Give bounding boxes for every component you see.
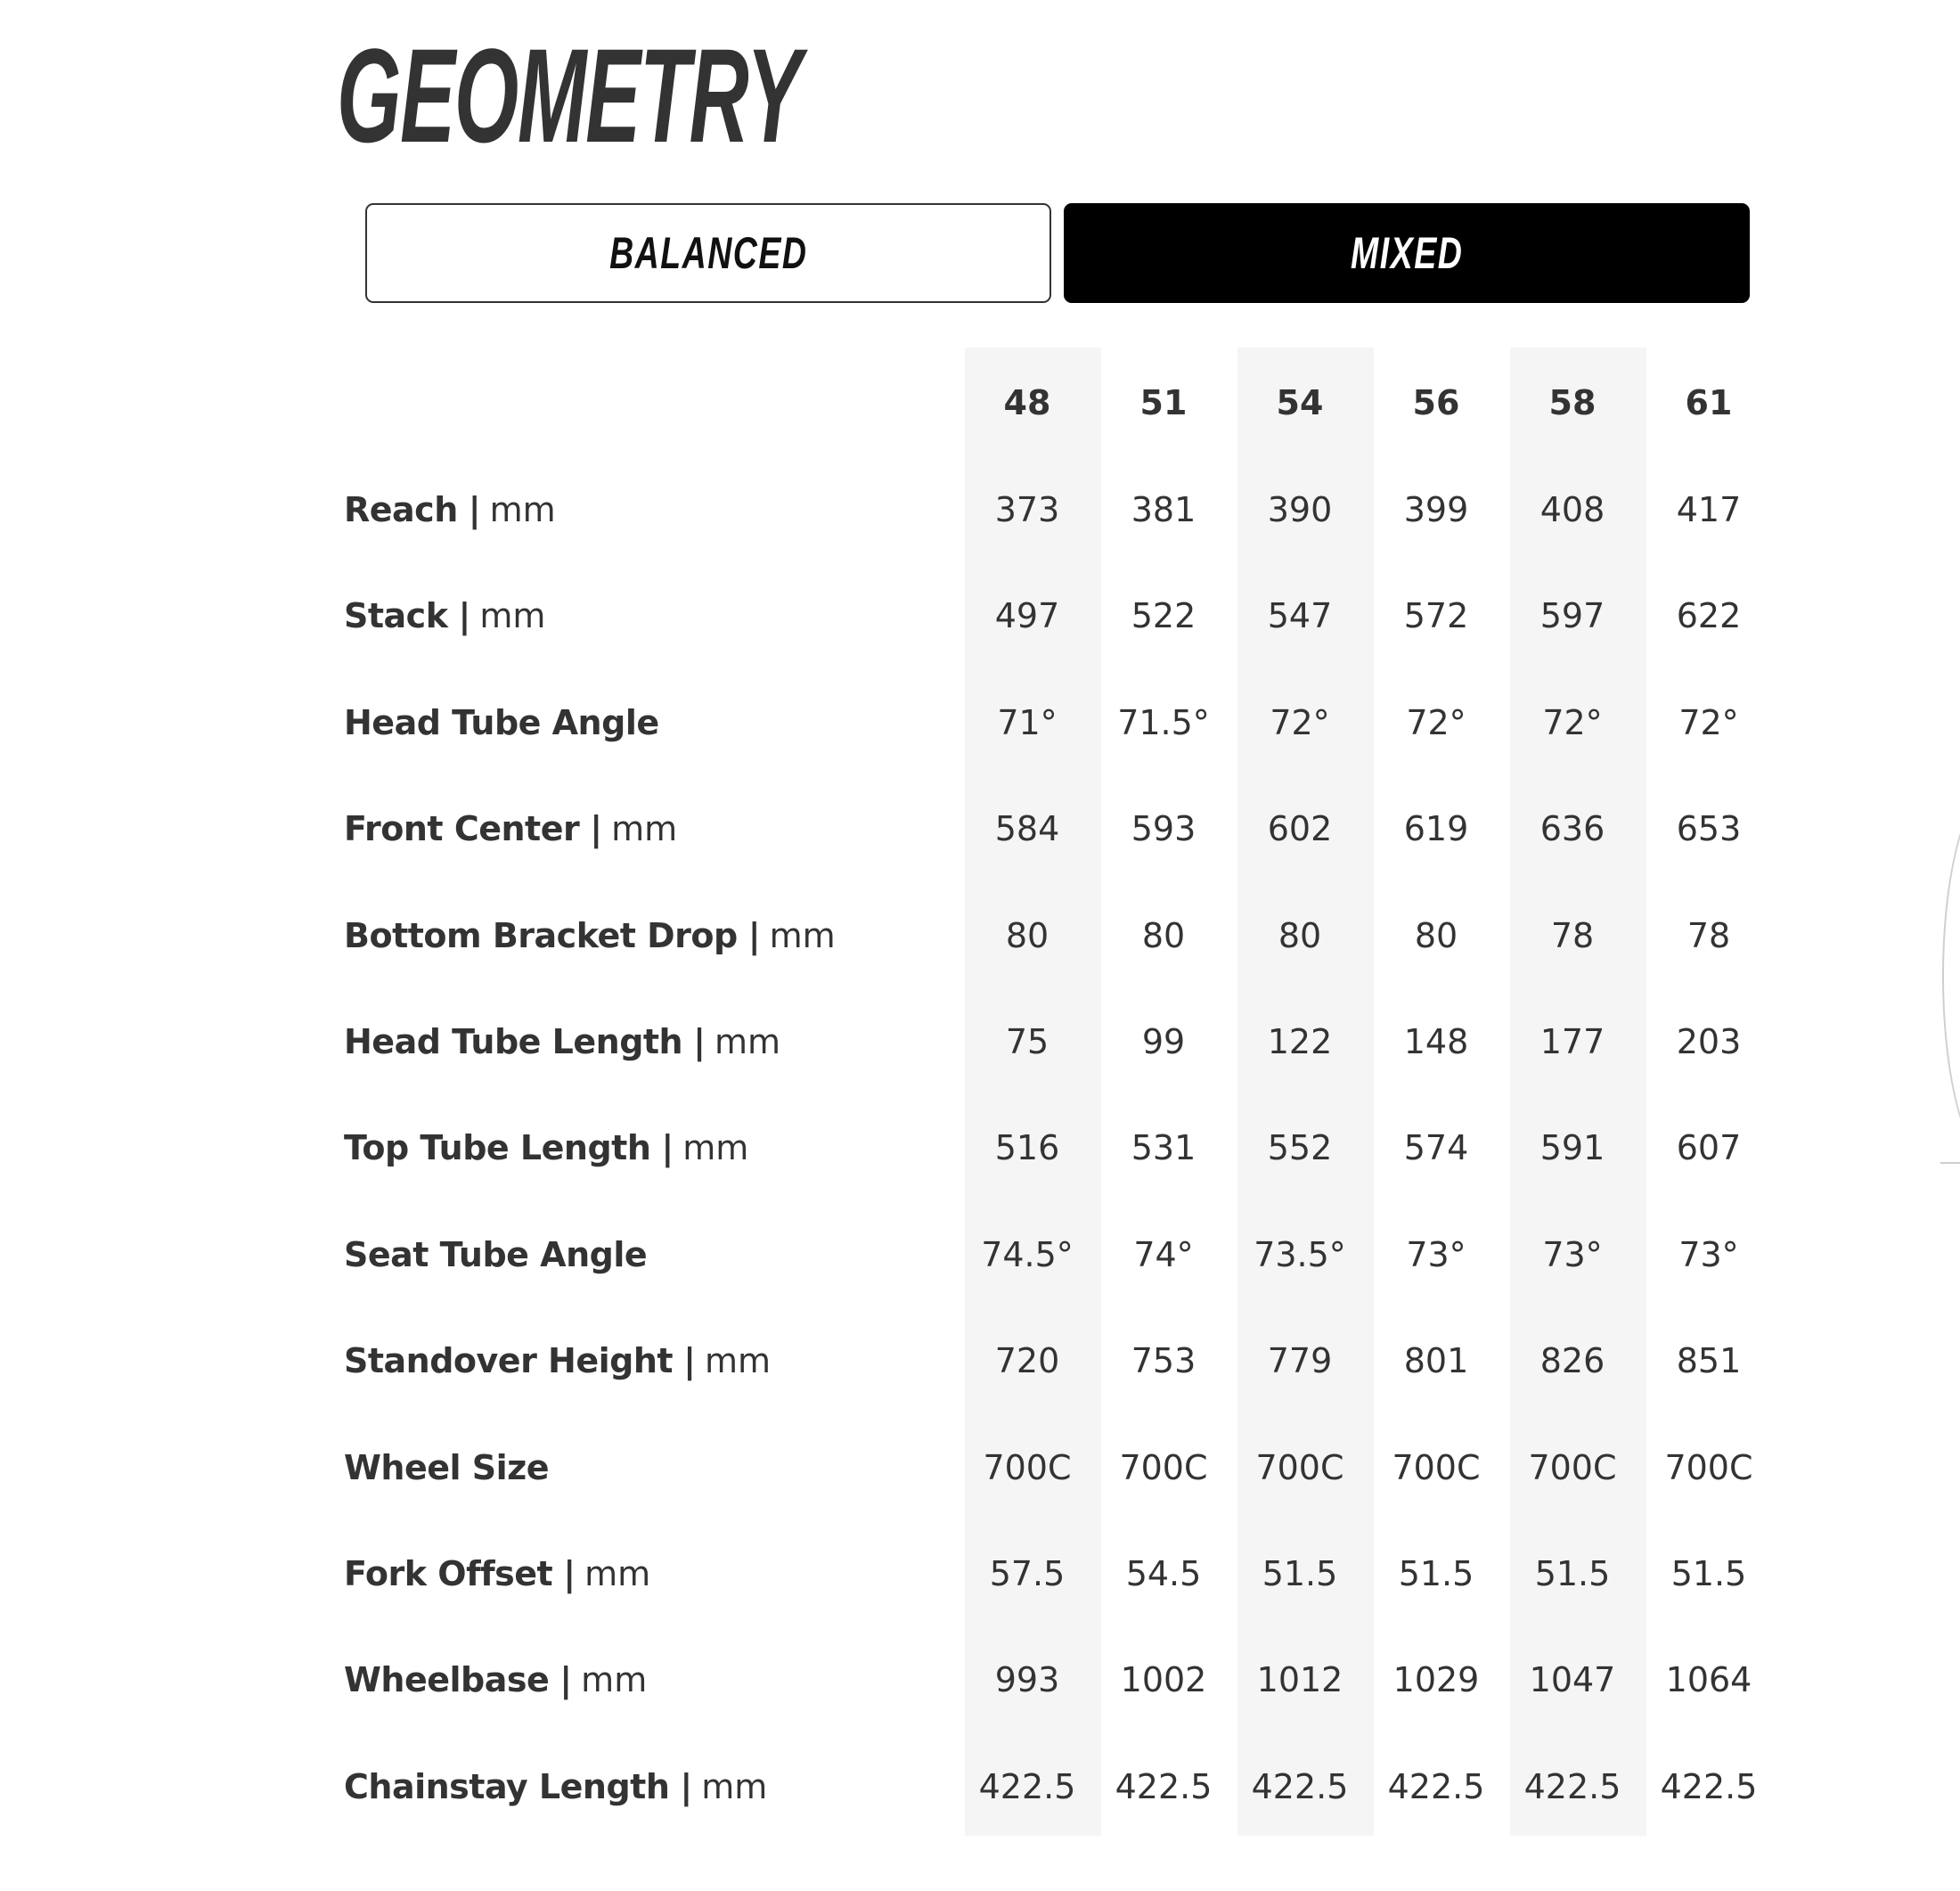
- table-cell-seat-tube-angle-56: 73°: [1406, 1234, 1466, 1274]
- table-cell-standover-height-51: 753: [1131, 1341, 1196, 1381]
- table-cell-reach-56: 399: [1403, 490, 1469, 529]
- table-row-front-center: [0, 775, 1960, 882]
- row-label-unit: [661, 1128, 748, 1167]
- table-cell-head-tube-length-58: 177: [1539, 1022, 1605, 1061]
- size-header-54: 54: [1276, 383, 1324, 422]
- unit-separator: |: [563, 1554, 576, 1593]
- table-cell-wheelbase-61: 1064: [1665, 1660, 1752, 1700]
- row-label-name: Chainstay Length: [344, 1766, 670, 1806]
- table-cell-chainstay-length-51: 422.5: [1115, 1766, 1213, 1806]
- table-cell-seat-tube-angle-58: 73°: [1542, 1234, 1603, 1274]
- row-label-name: Reach: [344, 490, 458, 529]
- table-row-reach: [0, 456, 1960, 563]
- table-cell-reach-58: 408: [1539, 490, 1605, 529]
- row-label-unit: [469, 490, 556, 529]
- table-cell-standover-height-58: 826: [1539, 1341, 1605, 1381]
- table-cell-bottom-bracket-drop-56: 80: [1414, 915, 1458, 955]
- unit-text: mm: [701, 1766, 768, 1806]
- table-cell-bottom-bracket-drop-54: 80: [1278, 915, 1322, 955]
- unit-separator: |: [747, 915, 761, 955]
- table-cell-stack-58: 597: [1539, 596, 1605, 636]
- table-cell-bottom-bracket-drop-61: 78: [1686, 915, 1731, 955]
- table-cell-head-tube-length-61: 203: [1676, 1022, 1742, 1061]
- row-label-name: Standover Height: [344, 1341, 674, 1381]
- row-label-unit: [563, 1554, 650, 1593]
- table-cell-fork-offset-51: 54.5: [1125, 1554, 1202, 1593]
- unit-text: mm: [769, 915, 836, 955]
- table-cell-top-tube-length-56: 574: [1403, 1128, 1469, 1168]
- size-header-51: 51: [1139, 383, 1188, 422]
- size-header-61: 61: [1685, 383, 1733, 422]
- table-cell-reach-54: 390: [1267, 490, 1333, 529]
- table-cell-front-center-48: 584: [994, 809, 1060, 849]
- row-label-unit: [693, 1022, 780, 1061]
- table-cell-wheel-size-58: 700C: [1528, 1447, 1617, 1487]
- table-cell-head-tube-length-56: 148: [1403, 1022, 1469, 1061]
- row-label-name: Seat Tube Angle: [344, 1234, 648, 1274]
- edge-decoration-line: [1940, 1162, 1960, 1164]
- table-cell-standover-height-48: 720: [994, 1341, 1060, 1381]
- table-cell-head-tube-length-48: 75: [1005, 1022, 1049, 1061]
- row-label-name: Wheel Size: [344, 1447, 550, 1487]
- row-label: [344, 775, 677, 882]
- table-cell-stack-56: 572: [1403, 596, 1469, 636]
- size-header-48: 48: [1003, 383, 1051, 422]
- table-cell-stack-48: 497: [994, 596, 1060, 636]
- table-cell-head-tube-angle-51: 71.5°: [1117, 702, 1210, 742]
- unit-separator: |: [458, 596, 471, 636]
- row-label: [344, 1307, 771, 1414]
- row-label: [344, 1414, 549, 1521]
- unit-text: mm: [581, 1660, 648, 1700]
- table-cell-head-tube-length-54: 122: [1267, 1022, 1333, 1061]
- row-label-name: Head Tube Angle: [344, 702, 659, 742]
- table-cell-reach-51: 381: [1131, 490, 1196, 529]
- row-label-name: Fork Offset: [344, 1554, 553, 1593]
- table-cell-wheelbase-56: 1029: [1392, 1660, 1480, 1700]
- unit-text: mm: [611, 809, 678, 849]
- table-cell-fork-offset-61: 51.5: [1670, 1554, 1747, 1593]
- table-cell-front-center-58: 636: [1539, 809, 1605, 849]
- table-cell-head-tube-angle-58: 72°: [1542, 702, 1603, 742]
- table-cell-chainstay-length-61: 422.5: [1660, 1766, 1758, 1806]
- table-cell-head-tube-length-51: 99: [1141, 1022, 1186, 1061]
- table-cell-wheel-size-56: 700C: [1392, 1447, 1481, 1487]
- unit-separator: |: [590, 809, 603, 849]
- row-label-unit: [458, 596, 545, 635]
- table-row-head-tube-angle: [0, 669, 1960, 776]
- unit-separator: |: [468, 490, 481, 529]
- table-cell-head-tube-angle-61: 72°: [1678, 702, 1739, 742]
- unit-text: mm: [715, 1022, 781, 1061]
- row-label-name: Front Center: [344, 809, 580, 849]
- unit-text: mm: [704, 1341, 772, 1381]
- table-cell-front-center-51: 593: [1131, 809, 1196, 849]
- table-row-head-tube-length: [0, 988, 1960, 1095]
- table-cell-chainstay-length-56: 422.5: [1387, 1766, 1485, 1806]
- table-row-bottom-bracket-drop: [0, 882, 1960, 989]
- table-cell-head-tube-angle-48: 71°: [997, 702, 1058, 742]
- unit-separator: |: [559, 1660, 573, 1700]
- row-label: [344, 1733, 767, 1840]
- unit-text: mm: [584, 1554, 651, 1593]
- table-cell-standover-height-56: 801: [1403, 1341, 1469, 1381]
- row-label: [344, 1520, 650, 1627]
- table-cell-standover-height-54: 779: [1267, 1341, 1333, 1381]
- row-label: [344, 669, 659, 776]
- table-row-wheelbase: [0, 1626, 1960, 1733]
- row-label-name: Head Tube Length: [344, 1022, 683, 1061]
- table-cell-head-tube-angle-56: 72°: [1406, 702, 1466, 742]
- table-row-fork-offset: [0, 1520, 1960, 1627]
- table-cell-bottom-bracket-drop-48: 80: [1005, 915, 1049, 955]
- geometry-tabs: [365, 203, 1750, 303]
- unit-separator: |: [680, 1766, 693, 1806]
- table-cell-top-tube-length-51: 531: [1131, 1128, 1196, 1168]
- table-cell-seat-tube-angle-54: 73.5°: [1254, 1234, 1346, 1274]
- table-cell-chainstay-length-58: 422.5: [1523, 1766, 1621, 1806]
- table-cell-front-center-61: 653: [1676, 809, 1742, 849]
- row-label: [344, 1626, 647, 1733]
- table-row-wheel-size: [0, 1414, 1960, 1521]
- table-cell-standover-height-61: 851: [1676, 1341, 1742, 1381]
- unit-separator: |: [693, 1022, 706, 1061]
- table-cell-fork-offset-56: 51.5: [1398, 1554, 1474, 1593]
- unit-text: mm: [682, 1128, 749, 1168]
- table-cell-fork-offset-48: 57.5: [989, 1554, 1066, 1593]
- table-cell-stack-51: 522: [1131, 596, 1196, 636]
- row-label-name: Stack: [344, 596, 448, 636]
- unit-text: mm: [489, 490, 556, 529]
- table-row-top-tube-length: [0, 1094, 1960, 1201]
- row-label-unit: [748, 916, 836, 955]
- table-cell-wheelbase-58: 1047: [1529, 1660, 1616, 1700]
- row-label-name: Wheelbase: [344, 1660, 550, 1700]
- table-cell-head-tube-angle-54: 72°: [1270, 702, 1330, 742]
- size-header-56: 56: [1412, 383, 1460, 422]
- unit-text: mm: [479, 596, 546, 636]
- table-cell-wheel-size-51: 700C: [1119, 1447, 1208, 1487]
- row-label: [344, 1094, 748, 1201]
- row-label: [344, 1201, 647, 1308]
- unit-separator: |: [683, 1341, 696, 1381]
- table-cell-top-tube-length-54: 552: [1267, 1128, 1333, 1168]
- row-label-unit: [559, 1660, 647, 1699]
- unit-separator: |: [661, 1128, 674, 1168]
- table-cell-seat-tube-angle-48: 74.5°: [981, 1234, 1074, 1274]
- table-cell-front-center-56: 619: [1403, 809, 1469, 849]
- table-cell-chainstay-length-54: 422.5: [1251, 1766, 1349, 1806]
- table-cell-seat-tube-angle-61: 73°: [1678, 1234, 1739, 1274]
- table-cell-fork-offset-54: 51.5: [1262, 1554, 1338, 1593]
- table-cell-wheel-size-61: 700C: [1664, 1447, 1753, 1487]
- table-cell-wheel-size-48: 700C: [983, 1447, 1072, 1487]
- table-cell-wheelbase-51: 1002: [1120, 1660, 1207, 1700]
- row-label: [344, 882, 836, 989]
- table-cell-wheelbase-48: 993: [994, 1660, 1060, 1700]
- table-cell-reach-48: 373: [994, 490, 1060, 529]
- tab-balanced-label: BALANCED: [608, 228, 808, 278]
- row-label: [344, 988, 780, 1095]
- table-row-chainstay-length: [0, 1733, 1960, 1840]
- table-cell-wheel-size-54: 700C: [1255, 1447, 1344, 1487]
- table-row-stack: [0, 562, 1960, 669]
- table-cell-fork-offset-58: 51.5: [1534, 1554, 1611, 1593]
- row-label-unit: [590, 809, 677, 848]
- table-cell-stack-61: 622: [1676, 596, 1742, 636]
- table-cell-top-tube-length-48: 516: [994, 1128, 1060, 1168]
- row-label: [344, 562, 545, 669]
- table-cell-bottom-bracket-drop-58: 78: [1550, 915, 1595, 955]
- row-label-unit: [683, 1341, 771, 1380]
- table-cell-top-tube-length-61: 607: [1676, 1128, 1742, 1168]
- table-cell-seat-tube-angle-51: 74°: [1133, 1234, 1194, 1274]
- row-label: [344, 456, 556, 563]
- size-header-58: 58: [1548, 383, 1597, 422]
- table-cell-bottom-bracket-drop-51: 80: [1141, 915, 1186, 955]
- table-cell-top-tube-length-58: 591: [1539, 1128, 1605, 1168]
- tab-mixed[interactable]: [1064, 203, 1750, 303]
- page-title: GEOMETRY: [337, 20, 801, 170]
- table-cell-reach-61: 417: [1676, 490, 1742, 529]
- table-cell-front-center-54: 602: [1267, 809, 1333, 849]
- tab-mixed-label: MIXED: [1350, 228, 1464, 278]
- tab-balanced[interactable]: [365, 203, 1051, 303]
- row-label-name: Bottom Bracket Drop: [344, 915, 738, 955]
- table-cell-stack-54: 547: [1267, 596, 1333, 636]
- row-label-name: Top Tube Length: [344, 1128, 651, 1168]
- row-label-unit: [680, 1767, 767, 1806]
- table-row-standover-height: [0, 1307, 1960, 1414]
- table-cell-chainstay-length-48: 422.5: [978, 1766, 1076, 1806]
- size-header-row: [0, 349, 1960, 456]
- table-row-seat-tube-angle: [0, 1201, 1960, 1308]
- table-cell-wheelbase-54: 1012: [1256, 1660, 1343, 1700]
